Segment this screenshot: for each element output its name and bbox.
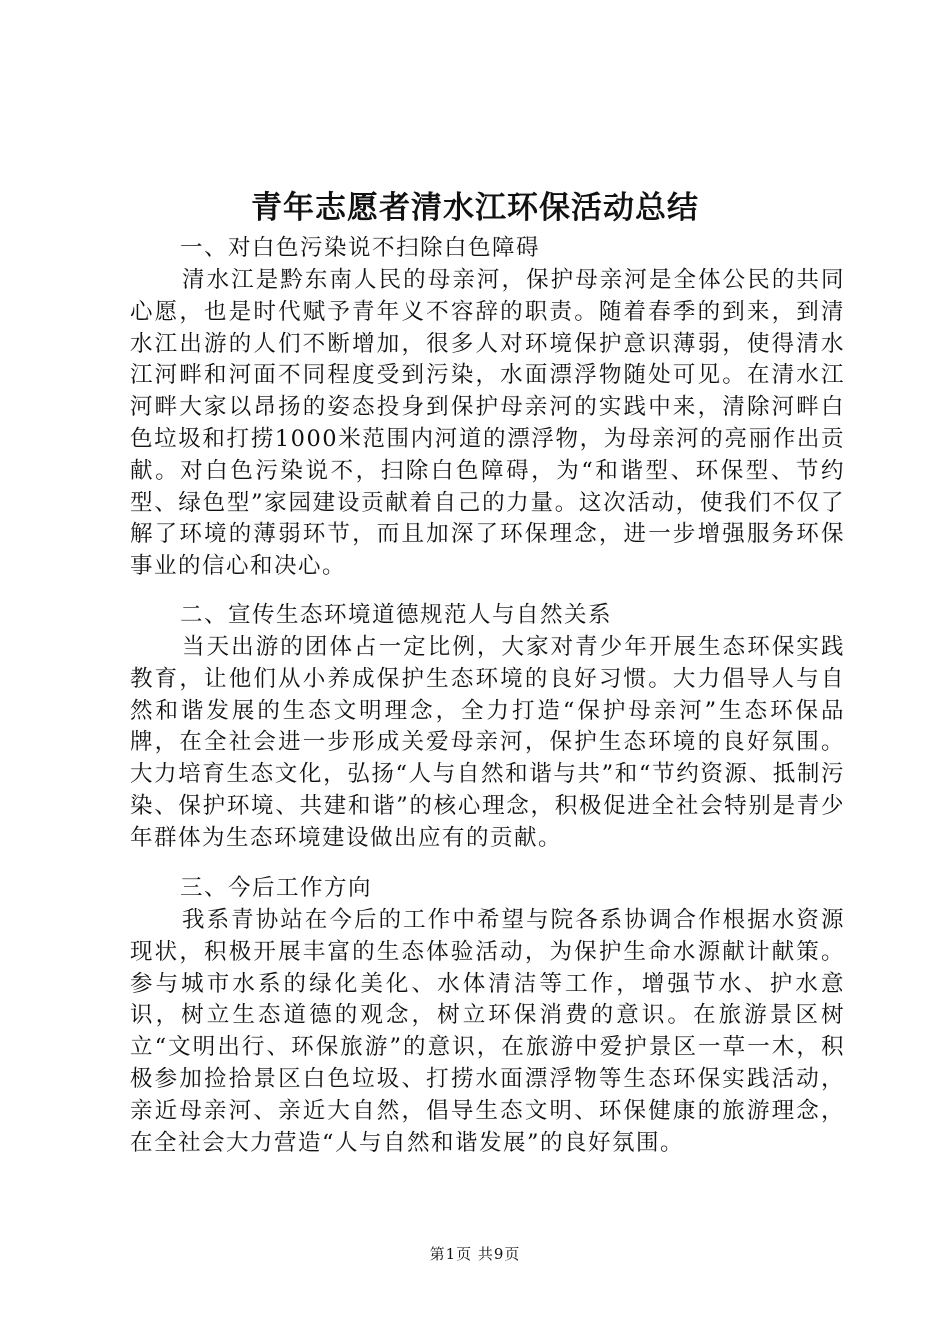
section-3-body — [130, 905, 845, 1159]
page-footer: 第1页 共9页 — [429, 1245, 521, 1263]
section-1-paragraph: 清水江是黔东南人民的母亲河，保护母亲河是全体公民的共同心愿，也是时代赋予青年义不容辞的职责。随着春季的到来，到清水江出游的人们不断增加，很多人对环境保护意识薄弱，使得清水江河畔和河面不同程度受到污染，水面漂浮物随处可见。在清水江河畔大家以昂扬的姿态投身到保护母亲河的实践中来，清除河畔白色垃圾和打捞1000米范围内河道的漂浮物，为母亲河的亮丽作出贡献。对白色污染说不，扫除白色障碍，为“和谐型、环保型、节约型、绿色型”家园建设贡献着自己的力量。这次活动，使我们不仅了解了环境的薄弱环节，而且加深了环保理念，进一步增强服务环保事业的信心和决心。 — [130, 267, 845, 580]
section-1-heading: 一、对白色污染说不扫除白色障碍 — [180, 235, 541, 261]
section-2-heading: 二、宣传生态环境道德规范人与自然关系 — [180, 602, 613, 628]
section-1-body — [130, 265, 845, 583]
section-2-paragraph: 当天出游的团体占一定比例，大家对青少年开展生态环保实践教育，让他们从小养成保护生态环境的良好习惯。大力倡导人与自然和谐发展的生态文明理念，全力打造“保护母亲河”生态环保品牌，在全社会进一步形成关爱母亲河，保护生态环境的良好氛围。大力培育生态文化，弘扬“人与自然和谐与共”和“节约资源、抵制污染、保护环境、共建和谐”的核心理念，积极促进全社会特别是青少年群体为生态环境建设做出应有的贡献。 — [130, 634, 845, 851]
section-3-paragraph: 我系青协站在今后的工作中希望与院各系协调合作根据水资源现状，积极开展丰富的生态体验活动，为保护生命水源献计献策。参与城市水系的绿化美化、水体清洁等工作，增强节水、护水意识，树立生态道德的观念，树立环保消费的意识。在旅游景区树立“文明出行、环保旅游”的意识，在旅游中爱护景区一草一木，积极参加捡拾景区白色垃圾、打捞水面漂浮物等生态环保实践活动，亲近母亲河、亲近大自然，倡导生态文明、环保健康的旅游理念，在全社会大力营造“人与自然和谐发展”的良好氛围。 — [130, 907, 845, 1156]
document-title: 青年志愿者清水江环保活动总结 — [251, 190, 699, 226]
section-2-body — [130, 632, 845, 855]
section-3-heading: 三、今后工作方向 — [180, 875, 373, 901]
